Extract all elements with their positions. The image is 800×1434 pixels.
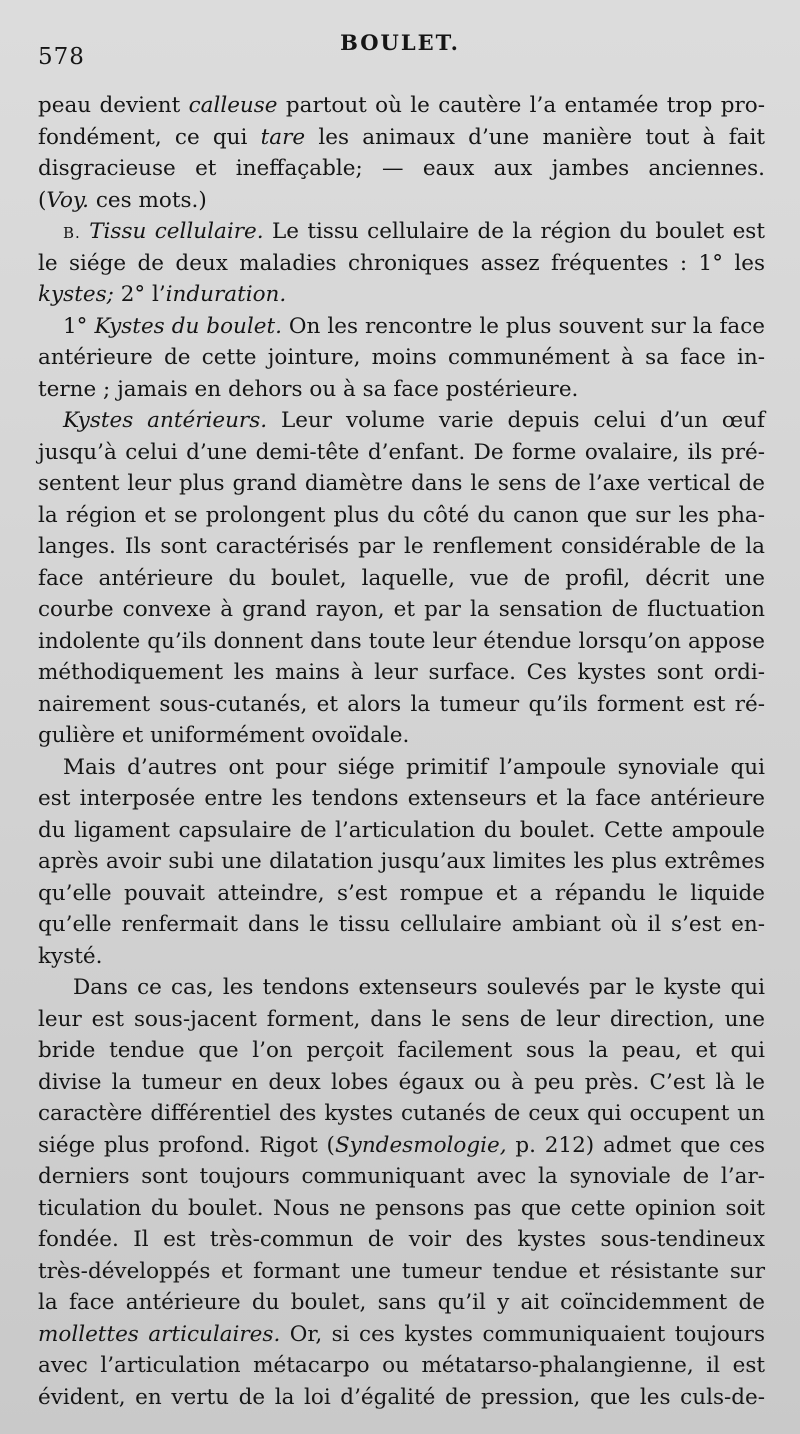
text-line: la région et se prolongent plus du côté du canon que sur les pha- [38,502,765,528]
text-line: face antérieure du boulet, laquelle, vue de profil, décrit une [38,565,765,591]
text-span: les animaux d’une manière tout à fait [305,124,765,150]
text-line: Mais d’autres ont pour siége primitif l’ampoule synoviale qui [63,754,765,780]
italic-term: tare [260,124,306,150]
page-number: 578 [38,44,85,70]
text-line: qu’elle pouvait atteindre, s’est rompue et a répandu le liquide [38,880,765,906]
italic-term: induration. [165,282,287,307]
text-span: siége plus profond. Rigot ( [38,1132,335,1158]
running-head: BOULET. [340,30,460,55]
text-line [38,311,765,343]
text-line: qu’elle renfermait dans le tissu cellulaire ambiant où il s’est en- [38,912,765,937]
text-line: caractère différentiel des kystes cutanés de ceux qui occupent un [38,1101,765,1126]
text-line: antérieure de cette jointure, moins communément à sa face in- [38,345,765,370]
text-line [38,405,765,437]
text-line: la face antérieure du boulet, sans qu’il y ait coïncidemment de [38,1290,765,1315]
text-span: Le tissu cellulaire de la région du boulet est [263,219,765,244]
text-span: peau devient [38,93,189,118]
italic-term: calleuse [188,93,278,118]
text-line: kysté. [38,943,103,969]
text-line: terne ; jamais en dehors ou à sa face postérieure. [38,376,579,402]
text-line: langes. Ils sont caractérisés par le renflement considérable de la [38,534,765,559]
text-line: Dans ce cas, les tendons extenseurs soulevés par le kyste qui [73,975,765,1000]
text-line: indolente qu’ils donnent dans toute leur étendue lorsqu’on appose [38,628,765,654]
text-line [38,216,765,248]
text-span: 1° [63,313,95,339]
text-line: après avoir subi une dilatation jusqu’aux limites les plus extrêmes [38,849,765,874]
text-line: jusqu’à celui d’une demi-tête d’enfant. De forme ovalaire, ils pré- [38,439,765,465]
italic-term: kystes; [38,282,114,307]
text-line: le siége de deux maladies chroniques assez fréquentes : 1° les [38,250,765,276]
text-line [38,90,765,122]
section-title: Kystes du boulet. [94,313,282,339]
text-line: sentent leur plus grand diamètre dans le sens de l’axe vertical de [38,471,765,496]
text-line: évident, en vertu de la loi d’égalité de pression, que les culs-de- [38,1384,765,1410]
text-line: nairement sous-cutanés, et alors la tumeur qu’ils forment est ré- [38,691,765,717]
text-span: Or, si ces kystes communiquaient toujours [280,1321,765,1347]
text-span: p. 212) admet que ces [506,1132,765,1158]
italic-term: mollettes articulaires. [38,1321,281,1347]
body-text [38,90,765,1413]
text-span: On les rencontre le plus souvent sur la face [281,313,766,339]
text-line: bride tendue que l’on perçoit facilement sous la peau, et qui [38,1038,765,1063]
text-span: Leur volume varie depuis celui d’un œuf [267,408,765,433]
text-line: derniers sont toujours communiquant avec la synoviale de l’ar- [38,1164,765,1189]
text-span: partout où le cautère l’a entamée trop pro- [277,93,765,118]
text-span: 2° l’ [113,282,166,307]
text-line: fondée. Il est très-commun de voir des kystes sous-tendineux [38,1227,765,1252]
section-title: Tissu cellulaire. [89,219,264,244]
text-line: est interposée entre les tendons extenseurs et la face antérieure [38,786,765,811]
text-line: disgracieuse et ineffaçable; — eaux aux jambes anciennes. [38,156,765,181]
text-span: fondément, ce qui [38,124,261,150]
italic-term: Voy. [46,187,90,213]
text-line: très-développés et formant une tumeur tendue et résistante sur [38,1258,765,1284]
text-line [38,185,765,217]
italic-term: Syndesmologie, [334,1132,507,1158]
text-line: leur est sous-jacent forment, dans le sens de leur direction, une [38,1006,765,1032]
section-title: Kystes antérieurs. [63,408,268,433]
text-line [38,1319,765,1351]
text-line [38,1130,765,1162]
text-line: divise la tumeur en deux lobes égaux ou à peu près. C’est là le [38,1069,765,1095]
text-line: ticulation du boulet. Nous ne pensons pas que cette opinion soit [38,1195,765,1221]
text-span: ( [38,187,47,213]
text-line [38,122,765,154]
text-line [38,279,765,311]
text-line: méthodiquement les mains à leur surface. Ces kystes sont ordi- [38,660,765,685]
text-line: courbe convexe à grand rayon, et par la sensation de fluctuation [38,597,765,622]
text-span: ces mots.) [89,187,207,213]
section-tag: B. [63,224,81,242]
text-line: du ligament capsulaire de l’articulation du boulet. Cette ampoule [38,817,765,843]
text-line: gulière et uniformément ovoïdale. [38,723,410,748]
text-line: avec l’articulation métacarpo ou métatarso-phalangienne, il est [38,1353,765,1378]
